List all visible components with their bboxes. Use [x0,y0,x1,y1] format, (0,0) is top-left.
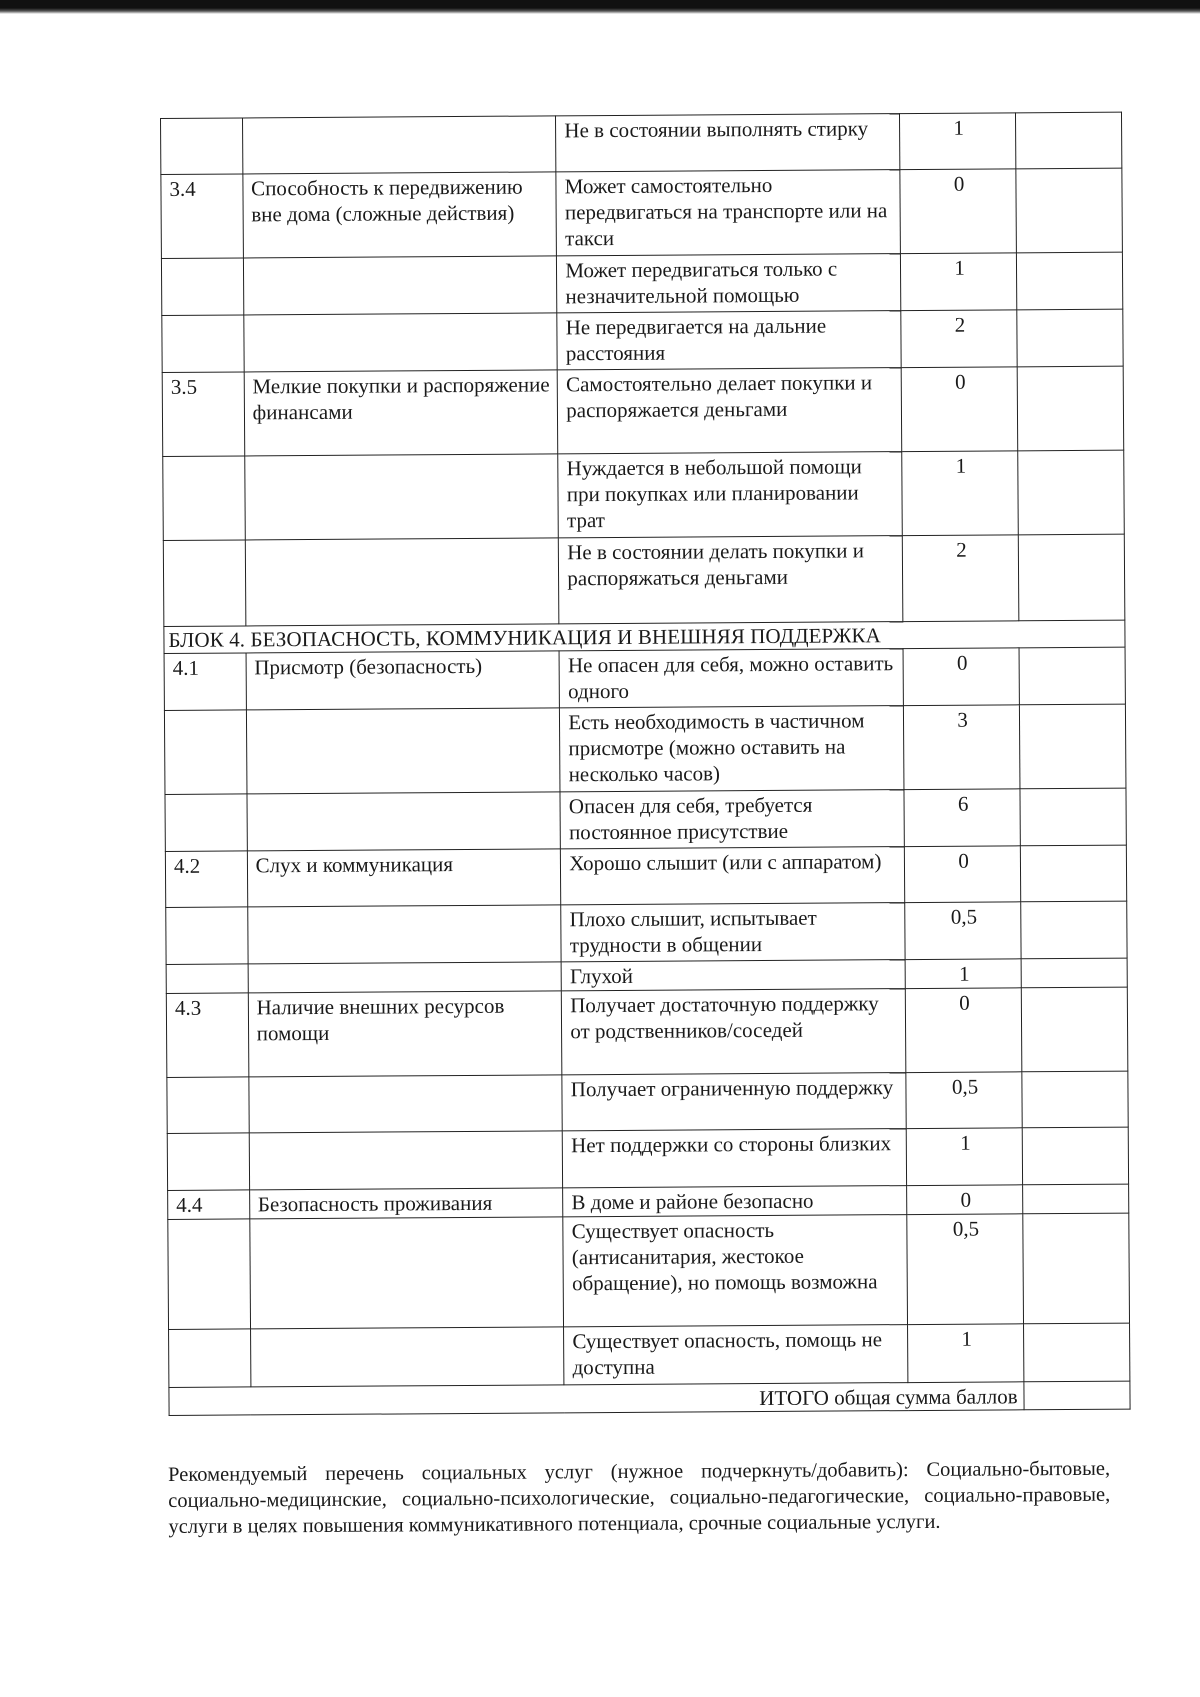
option-score: 0 [901,367,1018,452]
item-code [168,1219,250,1330]
total-label: ИТОГО общая сумма баллов [169,1382,1024,1416]
item-code [169,1329,251,1388]
option-score: 6 [904,789,1020,847]
option-description: Есть необходимость в частичном присмотре (можно оставить на несколько часов) [560,706,904,792]
item-code [167,1133,249,1191]
parameter-name [248,962,562,993]
parameter-name: Безопасность проживания [249,1188,563,1219]
parameter-name [250,1327,564,1387]
table-row [162,366,1124,456]
option-description: Может самостоятельно передвигаться на транспорте или на такси [556,170,900,256]
table-row [161,112,1122,174]
parameter-name [247,792,561,851]
option-score: 1 [905,959,1021,989]
total-value-cell[interactable] [1024,1381,1130,1410]
mark-cell[interactable] [1022,1071,1128,1128]
mark-cell[interactable] [1024,1323,1130,1382]
parameter-name [244,454,558,540]
option-score: 0 [903,648,1019,706]
item-code: 3.5 [162,372,244,457]
option-score: 1 [900,113,1016,170]
mark-cell[interactable] [1020,845,1126,902]
option-description: Получает ограниченную поддержку [562,1073,906,1131]
parameter-name [242,116,556,174]
mark-cell[interactable] [1017,366,1123,451]
table-row [161,252,1122,315]
option-score: 0 [900,169,1017,254]
option-score: 1 [906,1128,1022,1186]
option-score: 0 [907,1185,1023,1215]
block-title: БЛОК 4. БЕЗОПАСНОСТЬ, КОММУНИКАЦИЯ И ВНЕШНЯЯ ПОДДЕРЖКА [164,620,1125,653]
table-row [165,788,1126,851]
option-score: 0 [904,846,1020,903]
parameter-name [243,256,557,315]
option-description: Самостоятельно делает покупки и распоряжается деньгами [557,368,901,454]
table-row [166,987,1128,1077]
option-description: Получает достаточную поддержку от родственников/соседей [562,989,906,1075]
mark-cell[interactable] [1019,647,1125,705]
item-code [167,1077,249,1134]
option-description: Не передвигается на дальние расстояния [557,311,901,370]
table-row [169,1323,1130,1387]
option-description: Хорошо слышит (или с аппаратом) [561,847,905,905]
option-description: Опасен для себя, требуется постоянное присутствие [560,790,904,849]
parameter-name [245,538,559,626]
item-code: 4.4 [168,1190,250,1220]
item-code [161,258,243,316]
parameter-name [246,708,560,794]
mark-cell[interactable] [1016,112,1122,169]
table-row [163,534,1125,626]
table-row [161,168,1123,258]
parameter-name [247,905,561,964]
item-code [162,315,244,373]
recommended-services-text: Рекомендуемый перечень социальных услуг (нужное подчеркнуть/добавить): Социально-бытовые, социально-медицинские, социально-психологические, социально-педагогические, социально-правовые, услуги в целях повышения коммуникативного потенциала, срочные социальные услуги. [168,1457,1111,1538]
item-code [166,964,248,994]
option-description: Существует опасность (антисанитария, жестокое обращение), но помощь возможна [563,1215,908,1327]
parameter-name: Способность к передвижению вне дома (сложные действия) [243,172,557,258]
option-score: 0 [905,988,1022,1073]
item-code [166,907,248,965]
mark-cell[interactable] [1018,450,1124,535]
option-score: 1 [901,253,1017,311]
item-code [163,540,245,627]
parameter-name [249,1131,563,1190]
parameter-name [249,1075,563,1133]
mark-cell[interactable] [1016,168,1122,253]
table-row [168,1213,1130,1329]
parameter-name: Наличие внешних ресурсов помощи [248,991,562,1077]
item-code: 4.2 [165,851,247,908]
table-row [164,704,1126,794]
item-code: 3.4 [161,174,243,259]
mark-cell[interactable] [1021,987,1127,1072]
total-row [169,1381,1130,1415]
item-code [165,794,247,852]
mark-cell[interactable] [1023,1184,1129,1214]
option-description: Не в состоянии выполнять стирку [556,114,900,172]
table-row [166,901,1127,964]
parameter-name: Мелкие покупки и распоряжение финансами [244,370,558,456]
option-score: 1 [908,1324,1024,1383]
scan-border [0,0,1200,14]
option-score: 0,5 [906,1072,1022,1129]
mark-cell[interactable] [1018,534,1124,621]
option-score: 0,5 [905,902,1021,960]
mark-cell[interactable] [1021,901,1127,959]
option-score: 2 [901,310,1017,368]
option-description: Глухой [561,960,905,991]
mark-cell[interactable] [1020,704,1126,789]
table-body [161,112,1130,1387]
option-description: В доме и районе безопасно [563,1186,907,1217]
option-description: Не в состоянии делать покупки и распоряжаться деньгами [559,536,903,624]
mark-cell[interactable] [1023,1213,1130,1324]
option-description: Существует опасность, помощь не доступна [564,1325,908,1385]
item-code [164,710,246,795]
option-score: 1 [902,451,1019,536]
option-description: Не опасен для себя, можно оставить одного [559,649,903,708]
item-code [163,456,245,541]
item-code: 4.1 [164,653,246,711]
option-score: 3 [904,705,1021,790]
option-score: 2 [902,535,1019,622]
table-row [163,450,1125,540]
item-code: 4.3 [166,993,248,1078]
item-code [161,118,243,175]
table-row [167,1127,1128,1190]
parameter-name: Присмотр (безопасность) [246,651,560,710]
parameter-name: Слух и коммуникация [247,849,561,907]
option-score: 0,5 [907,1214,1024,1325]
mark-cell[interactable] [1022,1127,1128,1185]
mark-cell[interactable] [1017,309,1123,367]
assessment-table [160,112,1131,1416]
mark-cell[interactable] [1020,788,1126,846]
option-description: Плохо слышит, испытывает трудности в общении [561,903,905,962]
table-row [167,1071,1128,1133]
table-row [162,309,1123,372]
table-row [164,647,1125,710]
option-description: Нуждается в небольшой помощи при покупках или планировании трат [558,452,902,538]
form-page [160,112,1131,1416]
option-description: Может передвигаться только с незначительной помощью [557,254,901,313]
table-row [165,845,1126,907]
mark-cell[interactable] [1021,958,1127,988]
parameter-name [249,1217,563,1329]
parameter-name [243,313,557,372]
mark-cell[interactable] [1017,252,1123,310]
option-description: Нет поддержки со стороны близких [563,1129,907,1188]
